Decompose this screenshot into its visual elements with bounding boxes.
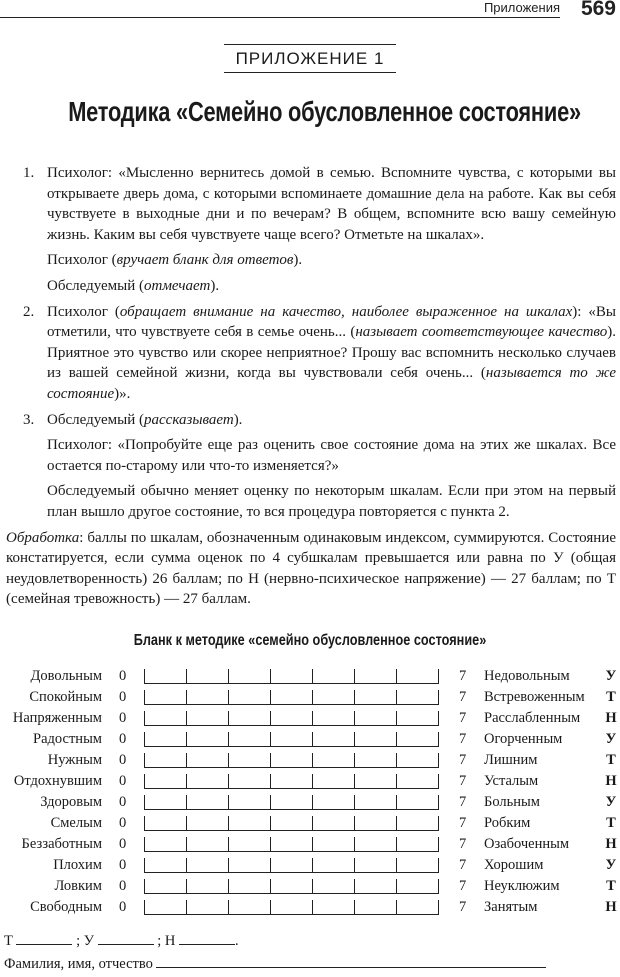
text-run: Психолог ( (47, 252, 117, 269)
scale-tick (186, 690, 187, 704)
scale-tick (438, 732, 439, 746)
scale-min: 0 (119, 731, 127, 747)
scale-tick (228, 711, 229, 725)
paragraph (47, 435, 616, 476)
scale-row (0, 899, 620, 920)
score-label-n: ; Н (157, 933, 176, 949)
scale-max: 7 (459, 857, 467, 873)
scale-index: У (605, 668, 617, 684)
running-header-section: Приложения (483, 0, 560, 15)
list-item-number: 3. (23, 411, 35, 428)
right-adjective: Расслабленным (484, 710, 581, 726)
scale-tick (312, 879, 313, 893)
scale-bar[interactable] (144, 858, 439, 873)
list-item (6, 410, 616, 523)
scale-tick (186, 711, 187, 725)
score-field-n[interactable] (179, 932, 235, 945)
scale-row (0, 794, 620, 815)
scale-tick (396, 669, 397, 683)
scale-tick (312, 816, 313, 830)
scale-tick (144, 858, 145, 872)
list-item-number: 2. (23, 303, 35, 320)
scale-min: 0 (119, 815, 127, 831)
scale-tick (354, 732, 355, 746)
scale-tick (354, 816, 355, 830)
right-adjective: Занятым (484, 899, 538, 915)
scale-tick (270, 858, 271, 872)
scale-tick (354, 858, 355, 872)
scale-row (0, 836, 620, 857)
scale-tick (228, 837, 229, 851)
scale-tick (396, 753, 397, 767)
right-adjective: Неуклюжим (484, 878, 560, 894)
scale-index: Т (606, 689, 616, 705)
right-adjective: Встревоженным (484, 689, 585, 705)
italic-run: Обработка (6, 529, 80, 546)
scale-tick (396, 837, 397, 851)
scale-tick (354, 669, 355, 683)
scale-row (0, 815, 620, 836)
scale-tick (228, 669, 229, 683)
scale-index: Н (605, 710, 617, 726)
scale-tick (438, 753, 439, 767)
scale-tick (228, 753, 229, 767)
text-run: Обследуемый ( (47, 411, 145, 428)
right-adjective: Озабоченным (484, 836, 570, 852)
scale-tick (354, 711, 355, 725)
scale-min: 0 (119, 794, 127, 810)
scale-max: 7 (459, 836, 467, 852)
scale-tick (144, 669, 145, 683)
form-title: Бланк к методике «семейно обусловленное состояние» (133, 632, 487, 649)
right-adjective: Огорченным (484, 731, 563, 747)
text-run: Психолог: «Мысленно вернитесь домой в семью. Вспомните чувства, с которыми вы открываете дверь дома, с которыми вспоминаете домашние дела на работе. Как вы себя чувствуете в выходные дни и по вечерам? В общем, вспомните всю вашу семейную жизнь. Каким вы себя чувствуете чаще всего? Отметьте на шкалах». (47, 165, 616, 243)
left-adjective: Свободным (30, 899, 102, 915)
scale-bar[interactable] (144, 753, 439, 768)
scale-tick (438, 837, 439, 851)
italic-run: вручает бланк для ответов (116, 252, 294, 269)
right-adjective: Лишним (484, 752, 538, 768)
scale-row (0, 857, 620, 878)
score-label-u: ; У (76, 933, 95, 949)
name-line (4, 955, 546, 973)
scale-min: 0 (119, 710, 127, 726)
italic-run: рассказывает (144, 411, 234, 428)
scale-tick (270, 669, 271, 683)
left-adjective: Ловким (54, 878, 102, 894)
scale-min: 0 (119, 857, 127, 873)
scale-tick (396, 879, 397, 893)
scale-tick (312, 795, 313, 809)
page-title: Методика «Семейно обусловленное состояние» (68, 96, 581, 127)
scale-index: Н (605, 836, 617, 852)
scale-tick (354, 900, 355, 914)
scale-tick (312, 753, 313, 767)
score-label-t: Т (4, 933, 13, 949)
scale-tick (270, 690, 271, 704)
left-adjective: Радостным (33, 731, 102, 747)
right-adjective: Хорошим (484, 857, 544, 873)
scale-row (0, 731, 620, 752)
scale-index: Н (605, 899, 617, 915)
score-field-t[interactable] (16, 932, 72, 945)
scale-min: 0 (119, 899, 127, 915)
scale-row (0, 668, 620, 689)
scale-tick (186, 837, 187, 851)
scale-tick (144, 816, 145, 830)
scale-row (0, 689, 620, 710)
list-item-number: 1. (23, 165, 35, 181)
appendix-label: ПРИЛОЖЕНИЕ 1 (224, 44, 396, 73)
score-field-u[interactable] (98, 932, 154, 945)
scale-tick (354, 690, 355, 704)
scale-tick (144, 795, 145, 809)
scale-tick (144, 774, 145, 788)
scale-tick (228, 816, 229, 830)
scale-tick (438, 690, 439, 704)
scale-max: 7 (459, 899, 467, 915)
name-field[interactable] (156, 955, 546, 968)
body-text (6, 163, 616, 610)
right-adjective: Больным (484, 794, 540, 810)
scale-tick (312, 732, 313, 746)
scale-max: 7 (459, 815, 467, 831)
scale-tick (270, 774, 271, 788)
text-run: Психолог ( (47, 303, 120, 320)
scale-index: Т (606, 815, 616, 831)
right-adjective: Усталым (484, 773, 539, 789)
scale-bar[interactable] (144, 816, 439, 831)
text-run: ): «Вы отметили, что чувствуете себя в семье очень... ( (47, 303, 616, 341)
scale-min: 0 (119, 689, 127, 705)
scale-tick (186, 732, 187, 746)
scale-bar[interactable] (144, 732, 439, 747)
scale-tick (270, 732, 271, 746)
italic-run: называет соответствующее качество (355, 324, 608, 341)
scale-tick (228, 879, 229, 893)
scale-tick (144, 879, 145, 893)
paragraph (47, 276, 616, 297)
scale-max: 7 (459, 752, 467, 768)
scale-tick (312, 669, 313, 683)
scale-index: У (605, 794, 617, 810)
scale-tick (312, 711, 313, 725)
scale-tick (396, 858, 397, 872)
scale-tick (438, 879, 439, 893)
text-run: )». (114, 385, 131, 402)
text-run: Обследуемый обычно меняет оценку по некоторым шкалам. Если при этом на первый план вышло другое состояние, то вся процедура повторяется с пункта 2. (47, 483, 616, 520)
left-adjective: Плохим (53, 857, 102, 873)
scale-index: Т (606, 878, 616, 894)
scale-tick (144, 753, 145, 767)
list-item (6, 163, 616, 297)
scale-tick (354, 879, 355, 893)
scale-min: 0 (119, 668, 127, 684)
scale-bar[interactable] (144, 795, 439, 810)
scale-tick (270, 837, 271, 851)
scale-tick (186, 669, 187, 683)
paragraph (47, 481, 616, 522)
scale-tick (438, 816, 439, 830)
scale-tick (396, 900, 397, 914)
text-run: Психолог: «Попробуйте еще раз оценить свое состояние дома на этих же шкалах. Все остается по-старому или что-то изменяется?» (47, 437, 616, 474)
header-rule (0, 17, 560, 18)
scale-tick (270, 753, 271, 767)
scale-bar[interactable] (144, 837, 439, 852)
scale-row (0, 878, 620, 899)
scale-tick (438, 900, 439, 914)
scale-tick (270, 900, 271, 914)
left-adjective: Отдохнувшим (13, 773, 102, 789)
scale-tick (228, 732, 229, 746)
scale-index: У (605, 857, 617, 873)
processing-paragraph (6, 528, 616, 610)
left-adjective: Беззаботным (21, 836, 102, 852)
left-adjective: Спокойным (29, 689, 102, 705)
scale-tick (354, 753, 355, 767)
scale-tick (396, 732, 397, 746)
scale-tick (438, 774, 439, 788)
scale-min: 0 (119, 773, 127, 789)
scale-tick (186, 774, 187, 788)
page-number: 569 (580, 0, 616, 20)
text-run: ). (210, 277, 220, 294)
scale-tick (396, 690, 397, 704)
text-run: Обследуемый ( (47, 277, 145, 294)
scale-tick (312, 690, 313, 704)
scale-tick (186, 816, 187, 830)
scale-max: 7 (459, 731, 467, 747)
scale-tick (228, 774, 229, 788)
scale-max: 7 (459, 668, 467, 684)
text-run: ). (293, 252, 303, 269)
scale-tick (438, 795, 439, 809)
scale-bar[interactable] (144, 669, 439, 684)
list-item (6, 302, 616, 405)
scale-bar[interactable] (144, 900, 439, 915)
scale-row (0, 773, 620, 794)
scale-tick (270, 879, 271, 893)
scale-tick (144, 732, 145, 746)
scale-tick (186, 879, 187, 893)
left-adjective: Напряженным (12, 710, 102, 726)
scale-row (0, 752, 620, 773)
text-run: ). Приятное это чувство или скорее неприятное? Прошу вас вспомнить несколько случаев из вашей семейной жизни, когда вы чувствовали себя очень... ( (47, 324, 616, 382)
scale-max: 7 (459, 710, 467, 726)
scale-tick (228, 900, 229, 914)
scale-tick (186, 795, 187, 809)
right-adjective: Недовольным (484, 668, 570, 684)
scale-tick (396, 711, 397, 725)
scale-tick (438, 669, 439, 683)
score-end: . (235, 933, 239, 949)
scale-tick (228, 795, 229, 809)
left-adjective: Нужным (47, 752, 102, 768)
italic-run: отмечает (144, 277, 211, 294)
scale-tick (144, 711, 145, 725)
scale-tick (354, 837, 355, 851)
paragraph (47, 250, 616, 271)
paragraph (47, 410, 616, 431)
right-adjective: Робким (484, 815, 531, 831)
scale-tick (396, 795, 397, 809)
scale-min: 0 (119, 836, 127, 852)
scale-tick (396, 774, 397, 788)
italic-run: называется то же состояние (47, 365, 616, 402)
scale-bar[interactable] (144, 711, 439, 726)
scale-tick (270, 795, 271, 809)
scale-bar[interactable] (144, 690, 439, 705)
scale-max: 7 (459, 773, 467, 789)
scale-tick (228, 858, 229, 872)
scale-tick (270, 711, 271, 725)
left-adjective: Смелым (50, 815, 102, 831)
scale-max: 7 (459, 689, 467, 705)
scale-tick (186, 753, 187, 767)
scale-tick (312, 900, 313, 914)
scale-tick (144, 900, 145, 914)
paragraph (47, 163, 616, 245)
scale-tick (270, 816, 271, 830)
scale-max: 7 (459, 794, 467, 810)
scale-min: 0 (119, 878, 127, 894)
scale-tick (312, 774, 313, 788)
scale-index: Н (605, 773, 617, 789)
name-label: Фамилия, имя, отчество (4, 956, 153, 972)
scale-tick (228, 690, 229, 704)
scale-tick (354, 774, 355, 788)
scale-tick (312, 858, 313, 872)
scale-bar[interactable] (144, 774, 439, 789)
text-run: : баллы по шкалам, обозначенным одинаковым индексом, суммируются. Состояние констатируется, если сумма оценок по 4 субшкалам превышается или равна по У (общая неудовлетворенность) 26 баллам; по Н (нервно-психическое напряжение) — 27 баллам; по Т (семейная тревожность) — 27 баллам. (6, 529, 616, 608)
paragraph (47, 302, 616, 405)
scale-index: Т (606, 752, 616, 768)
scale-tick (312, 837, 313, 851)
scale-tick (438, 711, 439, 725)
scale-tick (396, 816, 397, 830)
scale-bar[interactable] (144, 879, 439, 894)
scale-tick (354, 795, 355, 809)
italic-run: обращает внимание на качество, наиболее выраженное на шкалах (119, 303, 573, 320)
scale-row (0, 710, 620, 731)
text-run: ). (233, 411, 243, 428)
scale-max: 7 (459, 878, 467, 894)
scale-tick (186, 858, 187, 872)
scale-tick (144, 837, 145, 851)
scale-tick (186, 900, 187, 914)
scale-index: У (605, 731, 617, 747)
scale-min: 0 (119, 752, 127, 768)
scale-tick (438, 858, 439, 872)
left-adjective: Довольным (30, 668, 102, 684)
scale-tick (144, 690, 145, 704)
score-line (4, 932, 239, 950)
left-adjective: Здоровым (40, 794, 102, 810)
